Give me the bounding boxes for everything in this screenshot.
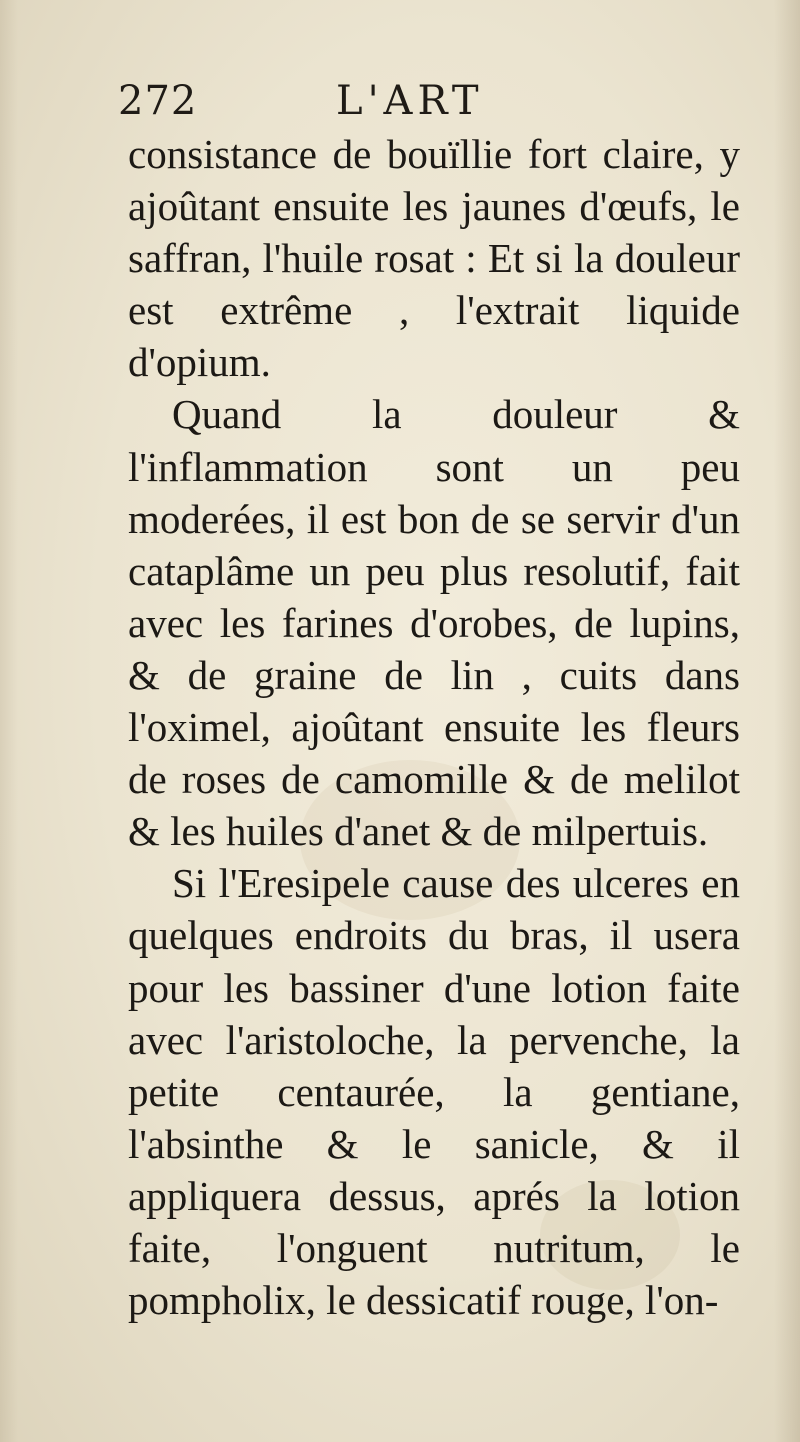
body-text xyxy=(128,128,740,1326)
running-title: L'ART xyxy=(336,78,484,124)
paragraph: Quand la douleur & l'inflammation sont un peu moderées, il est bon de se servir d'un cataplâme un peu plus resolutif, fait avec les farines d'orobes, de lupins, & de graine de lin , cuits dans l'oximel, ajoûtant ensuite les fleurs de roses de camomille & de melilot & les huiles d'anet & de milpertuis. xyxy=(128,391,740,855)
page-header xyxy=(118,78,678,128)
page-number: 272 xyxy=(118,78,198,124)
paragraph: Si l'Eresipele cause des ulceres en quelques endroits du bras, il usera pour les bassiner d'une lotion faite avec l'aristoloche, la pervenche, la petite centaurée, la gentiane, l'absinthe & le sanicle, & il appliquera dessus, aprés la lotion faite, l'onguent nutritum, le pompholix, le dessicatif rouge, l'on- xyxy=(128,860,740,1324)
paragraph: consistance de bouïllie fort claire, y ajoûtant ensuite les jaunes d'œufs, le saffran, l'huile rosat : Et si la douleur est extrême , l'extrait liquide d'opium. xyxy=(128,131,740,386)
